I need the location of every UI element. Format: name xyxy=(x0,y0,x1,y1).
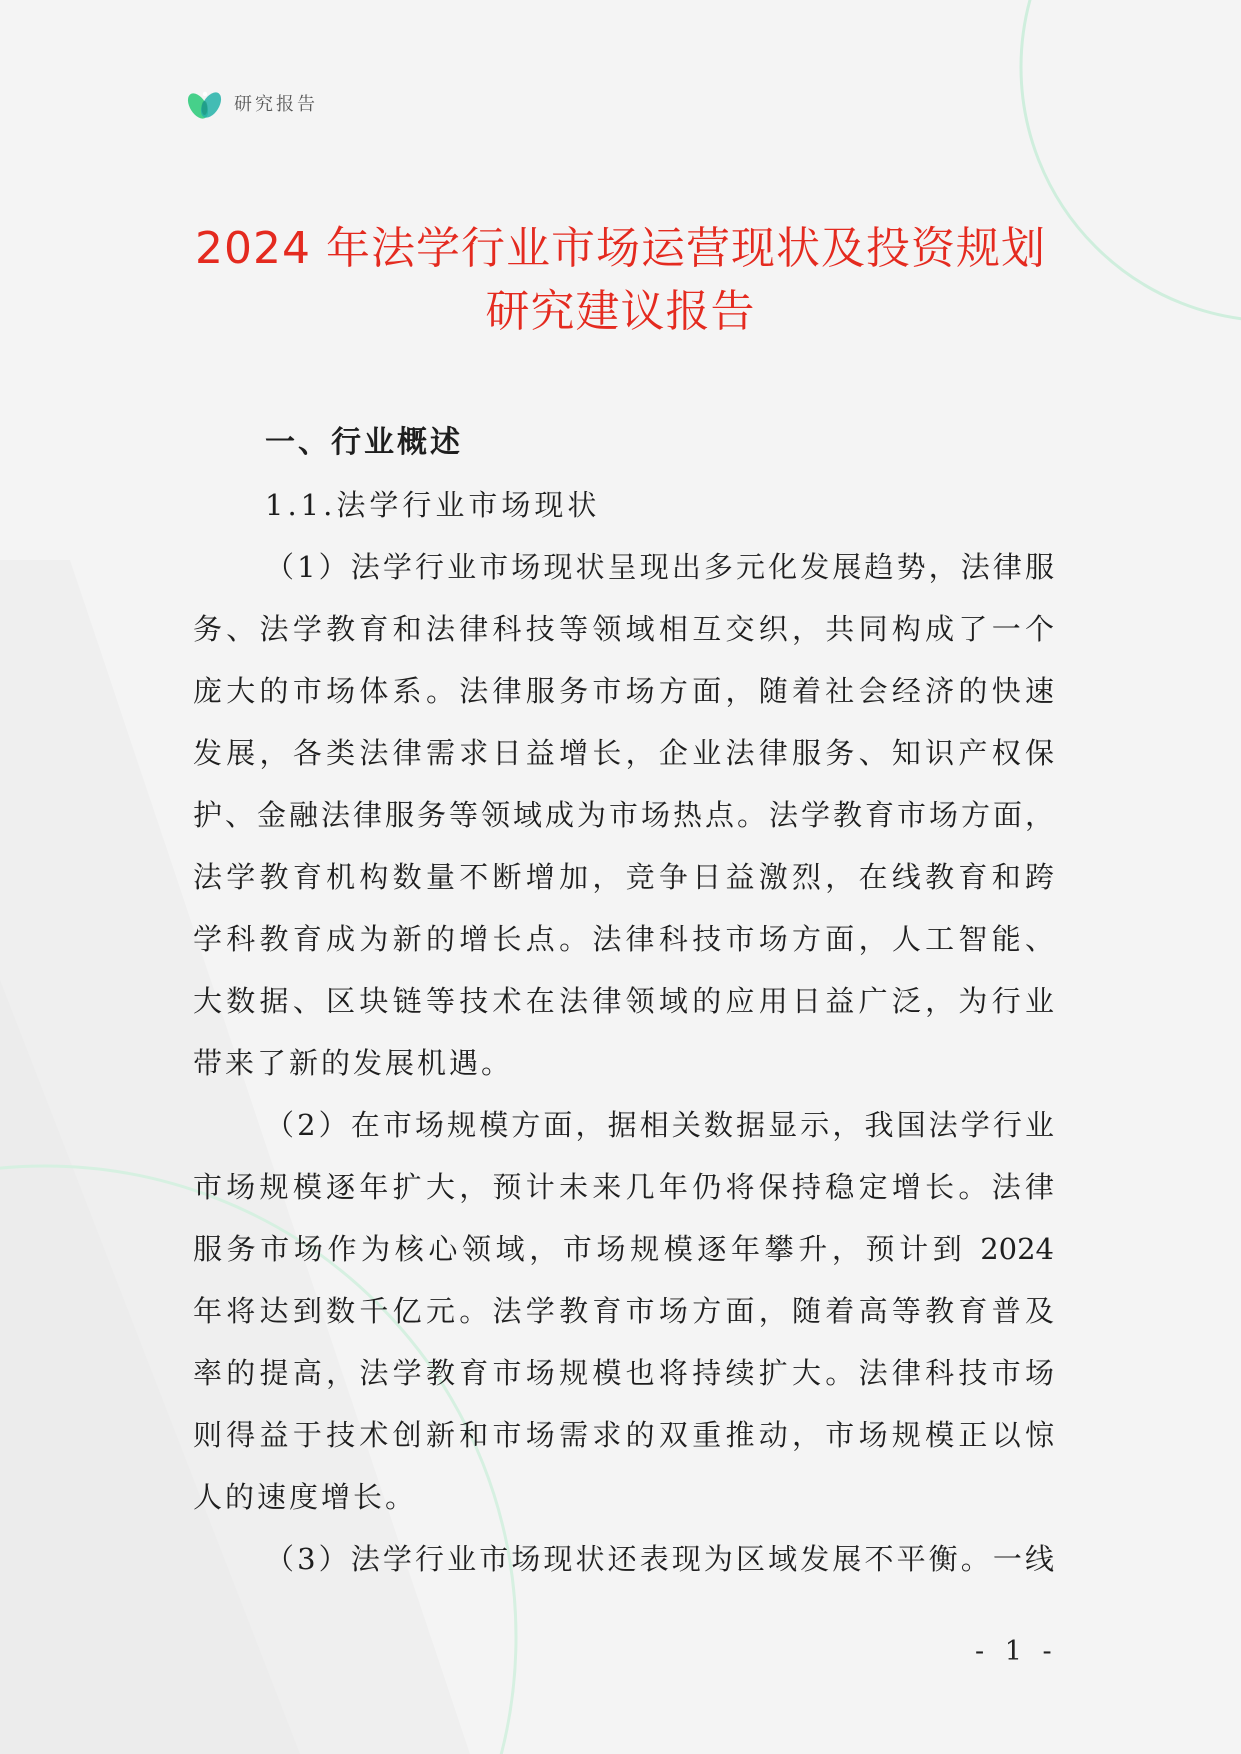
section-heading: 一、行业概述 xyxy=(265,425,463,460)
paragraph-line: 人的速度增长。 xyxy=(193,1480,418,1514)
paragraph-line: （2）在市场规模方面，据相关数据显示，我国法学行业 xyxy=(265,1108,1054,1142)
page-number: - 1 - xyxy=(975,1636,1058,1667)
paragraph-line: 年将达到数千亿元。法学教育市场方面，随着高等教育普及 xyxy=(193,1294,1054,1328)
paragraph xyxy=(193,1094,1054,1528)
paragraph-line: 法学教育机构数量不断增加，竞争日益激烈，在线教育和跨 xyxy=(193,860,1054,894)
paragraph-line: 庞大的市场体系。法律服务市场方面，随着社会经济的快速 xyxy=(193,674,1054,708)
paragraph-line: 大数据、区块链等技术在法律领域的应用日益广泛，为行业 xyxy=(193,984,1054,1018)
paragraph-line: 护、金融法律服务等领域成为市场热点。法学教育市场方面， xyxy=(193,798,1054,832)
title-line: 研究建议报告 xyxy=(485,286,756,337)
paragraph-line: （1）法学行业市场现状呈现出多元化发展趋势，法律服 xyxy=(265,550,1054,584)
title-line: 2024 年法学行业市场运营现状及投资规划 xyxy=(195,223,1046,274)
document-body xyxy=(193,412,1054,1590)
document-title xyxy=(0,217,1241,343)
paragraph xyxy=(193,536,1054,1094)
leaf-logo-icon xyxy=(186,88,224,122)
paragraph-line: 带来了新的发展机遇。 xyxy=(193,1046,514,1080)
paragraph-line: （3）法学行业市场现状还表现为区域发展不平衡。一线 xyxy=(265,1542,1054,1576)
paragraph-line: 服务市场作为核心领域，市场规模逐年攀升，预计到 2024 xyxy=(193,1232,1054,1266)
report-logo xyxy=(186,88,318,122)
paragraph xyxy=(193,1528,1054,1590)
paragraph-line: 则得益于技术创新和市场需求的双重推动，市场规模正以惊 xyxy=(193,1418,1054,1452)
paragraph-line: 市场规模逐年扩大，预计未来几年仍将保持稳定增长。法律 xyxy=(193,1170,1054,1204)
paragraph-line: 发展，各类法律需求日益增长，企业法律服务、知识产权保 xyxy=(193,736,1054,770)
paragraph-line: 率的提高，法学教育市场规模也将持续扩大。法律科技市场 xyxy=(193,1356,1054,1390)
logo-label: 研究报告 xyxy=(234,94,318,115)
paragraph-line: 学科教育成为新的增长点。法律科技市场方面，人工智能、 xyxy=(193,922,1054,956)
subsection-heading: 1.1.法学行业市场现状 xyxy=(265,488,601,522)
paragraph-line: 务、法学教育和法律科技等领域相互交织，共同构成了一个 xyxy=(193,612,1054,646)
